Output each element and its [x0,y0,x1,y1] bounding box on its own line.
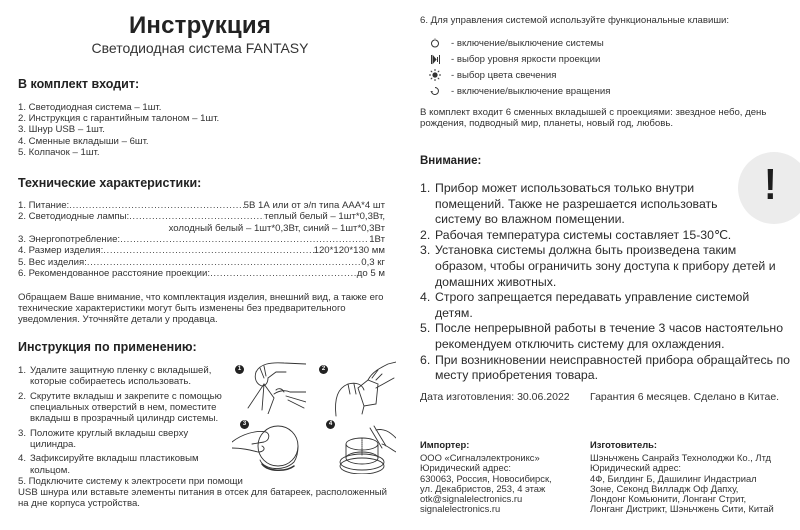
exclamation-icon: ! [764,160,777,209]
dot-leader [69,200,243,211]
controls-heading: 6. Для управления системой используйте функциональные клавиши: [420,15,730,26]
document-title: Инструкция [128,12,272,39]
usage-step [18,428,233,450]
kit-item: 1. Светодиодная система – 1шт. [18,102,162,113]
kit-item: 2. Инструкция с гарантийным талоном – 1шт. [18,113,220,125]
spec-row-weight [18,256,385,267]
figure-badge-4: 4 [326,420,335,429]
control-label: - выбор уровня яркости проекции [451,53,601,65]
spec-value: 5В 1А или от э/п типа ААА*4 шт [243,200,385,212]
spec-row-power [18,200,385,211]
figure-badge-3: 3 [240,420,249,429]
kit-list [18,102,219,158]
spec-label: 6. Рекомендованное расстояние проекции: [18,267,211,279]
manufacturer-address-line: Лонганг Дистрикт, Шэньчжень Сити, Китай [590,503,774,515]
step-5-line-1: 5. Подключите систему к электросети при помощи [18,476,243,487]
control-color [428,67,610,83]
sun-color-icon [428,68,442,82]
manufacturer-block [590,439,800,515]
specs-list [18,200,385,279]
spec-value: 0,3 кг [361,256,385,268]
manufacturer-address-line: Зоне, Секонд Вилладж Оф Дапху, [590,482,739,494]
brightness-icon [428,52,442,66]
roll-insert-illustration [328,358,396,418]
spec-row-distance [18,268,385,279]
control-rotation [428,83,610,99]
step-5-line-2: USB шнура или вставьте элементы питания в отсек для батареек, расположенный на дне корпуса устройства. [18,487,388,510]
control-label: - выбор цвета свечения [451,69,557,81]
step-text: Удалите защитную пленку с вкладышей, которые собираетесь использовать. [30,365,212,388]
dot-leader [120,234,369,245]
kit-heading: В комплект входит: [18,77,140,91]
warning-number: 1. [420,181,431,195]
warning-list [420,181,790,384]
projections-text: В комплект входит 6 сменных вкладышей с проекциями: звездное небо, день рождения, подводный мир, планеты, новый год, любовь. [420,107,767,130]
spec-row-leds [18,211,385,222]
spec-label: 1. Питание: [18,200,70,212]
dot-leader [210,268,357,279]
controls-list [428,35,610,99]
power-icon [428,36,442,50]
warning-text: При возникновении неисправностей прибора обращайтесь по месту приобретения товара. [435,352,790,383]
document-subtitle: Светодиодная система FANTASY [91,40,309,56]
kit-item: 3. Шнур USB – 1шт. [18,124,105,136]
spec-row-size [18,245,385,256]
rotate-icon [428,84,442,98]
warning-item [420,181,790,228]
warning-text: После непрерывной работы в течение 3 часов настоятельно рекомендуем отключить систему для охлаждения. [435,321,784,351]
warning-text: Рабочая температура системы составляет 15-30℃. [435,227,732,242]
dot-leader [87,257,361,268]
warning-number: 5. [420,321,431,336]
importer-address-line: ул. Декабристов, 253, 4 этаж [420,482,546,494]
usage-heading: Инструкция по применению: [18,340,197,354]
step-number: 4. [18,453,27,465]
notice-text: Обращаем Ваше внимание, что комплектация изделия, внешний вид, а также его технические характеристики могут быть изменены без предварительного уведомления. Уточняйте детали у продавца. [18,292,384,326]
kit-item: 5. Колпачок – 1шт. [18,146,100,158]
importer-heading: Импортер: [420,439,470,450]
warning-number: 2. [420,227,431,242]
control-power [428,35,610,51]
warning-heading: Внимание: [420,155,482,167]
warning-item [420,243,790,290]
manufacturer-address-line: Лондонг Комьюнити, Лонганг Стрит, [590,493,747,505]
step-number: 1. [18,365,27,376]
manufacturer-address-line: 4Ф, Билдинг Б, Дашилинг Индастриал [590,472,757,484]
usage-step [18,453,233,475]
dot-leader [129,211,264,222]
step-text: Скрутите вкладыш и закрепите с помощью специальных отверстий в нем, поместите вкладыш в прозрачный цилиндр системы. [30,390,222,425]
importer-address-label: Юридический адрес: [420,462,511,474]
control-label: - включение/выключение системы [451,37,604,49]
warning-item [420,321,790,352]
spec-value: 120*120*130 мм [313,245,385,257]
spec-value: холодный белый – 1шт*0,3Вт, синий – 1шт*0,3Вт [168,222,385,234]
place-round-insert-illustration [232,422,302,472]
spec-label: 5. Вес изделия: [18,256,87,268]
kit-item: 4. Сменные вкладыши – 6шт. [18,135,149,147]
warning-text: Строго запрещается передавать управление системой детям. [435,290,750,320]
spec-label: 2. Светодиодные лампы: [18,211,130,223]
manufacturer-heading: Изготовитель: [590,439,658,450]
manufacturer-address-label: Юридический адрес: [590,462,681,474]
specs-heading: Технические характеристики: [18,176,202,190]
importer-website: signalelectronics.ru [420,503,501,515]
step-text: Зафиксируйте вкладыш пластиковым кольцом. [30,453,199,476]
usage-steps [18,365,233,479]
step-number: 2. [18,390,27,402]
warning-text: Прибор может использоваться только внутри помещений. Также не разрешается использовать систему во влажном помещении. [435,181,718,227]
warning-item [420,228,790,244]
spec-row-consumption [18,234,385,245]
warning-number: 3. [420,243,431,258]
manufacture-date: Дата изготовления: 30.06.2022 [420,391,570,403]
spec-label: 4. Размер изделия: [18,245,104,257]
spec-value: до 5 м [356,267,385,279]
warning-item [420,353,790,384]
importer-company: ООО «Сигналэлектроникс» [420,452,540,463]
usage-illustrations [232,358,397,474]
fix-ring-illustration [334,422,396,474]
warranty-text: Гарантия 6 месяцев. Сделано в Китае. [590,391,780,403]
spec-label: 3. Энергопотребление: [18,233,121,245]
figure-badge-2: 2 [319,365,328,374]
warning-number: 6. [420,352,431,367]
spec-value: теплый белый – 1шт*0,3Вт, [264,211,385,223]
step-number: 3. [18,427,27,439]
usage-step [18,391,233,425]
warning-item [420,290,790,321]
figure-badge-1: 1 [235,365,244,374]
step-text: Положите круглый вкладыш сверху цилиндра. [30,427,189,450]
importer-address-line: 630063, Россия, Новосибирск, [420,472,552,484]
warning-number: 4. [420,290,431,305]
dot-leader [103,245,313,256]
importer-block [420,439,590,515]
usage-step-5 [18,476,398,510]
control-brightness [428,51,610,67]
control-label: - включение/выключение вращения [451,85,611,97]
spec-row-leds-cont [18,223,385,234]
warning-text: Установка системы должна быть произведена таким образом, чтобы ограничить зону доступа к прибору детей и домашних животных. [435,243,776,289]
importer-email: otk@signalelectronics.ru [420,493,523,505]
manufacturer-company: Шэньчжень Санрайз Технолоджи Ко., Лтд [590,452,772,463]
peel-film-illustration [246,358,306,414]
spec-value: 1Вт [369,233,385,245]
usage-step [18,365,233,387]
